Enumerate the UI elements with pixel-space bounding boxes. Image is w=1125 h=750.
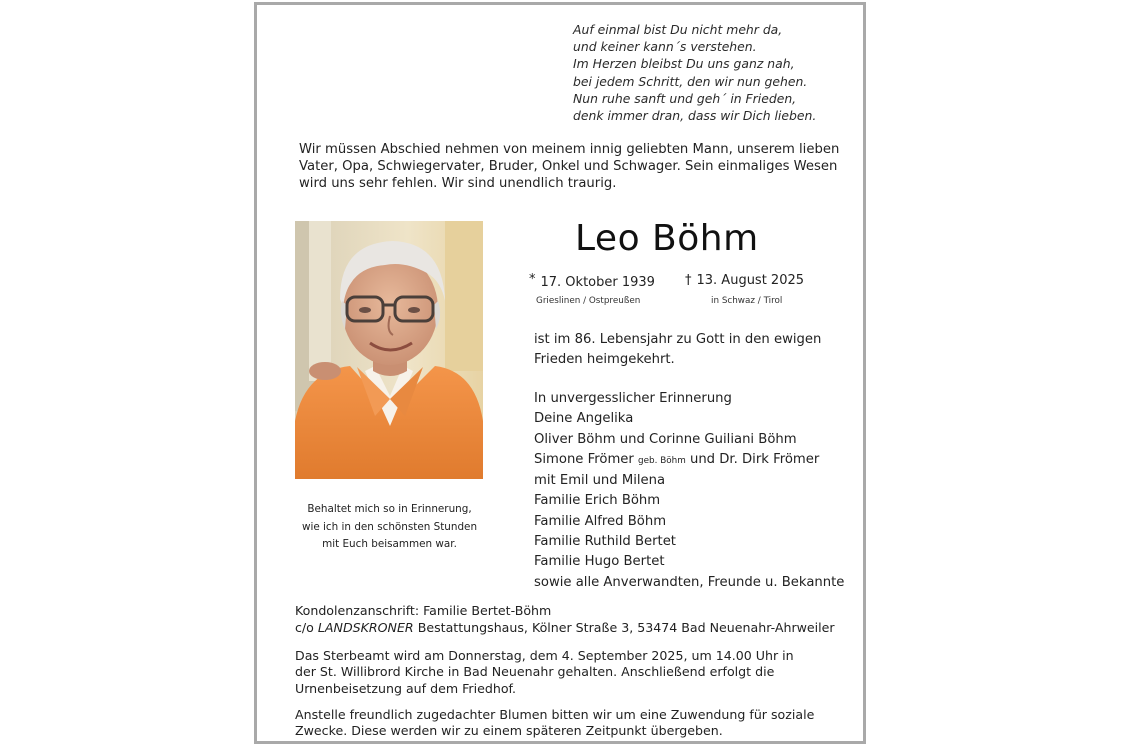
death-date-line xyxy=(685,273,804,289)
poem xyxy=(573,21,853,124)
statement xyxy=(534,330,864,370)
poem-line: bei jedem Schritt, den wir nun gehen. xyxy=(573,73,808,89)
mourners-heading: In unvergesslicher Erinnerung xyxy=(534,391,732,406)
poem-line: und keiner kann´s verstehen. xyxy=(573,39,757,55)
poem-line: Nun ruhe sanft und geh´ in Frieden, xyxy=(573,90,797,106)
company-address: Bestattungshaus, Kölner Straße 3, 53474 Bad Neuenahr-Ahrweiler xyxy=(413,620,835,635)
condolence-address xyxy=(295,602,855,636)
requiem-line: Urnenbeisetzung auf dem Friedhof. xyxy=(295,680,517,696)
statement-line: Frieden heimgekehrt. xyxy=(534,352,675,368)
mourners-list xyxy=(534,389,864,593)
intro-line: Wir müssen Abschied nehmen von meinem innig geliebten Mann, unserem lieben xyxy=(299,142,840,157)
statement-line: ist im 86. Lebensjahr zu Gott in den ewigen xyxy=(534,332,822,347)
mourner-line: sowie alle Anverwandten, Freunde u. Bekannte xyxy=(534,574,845,590)
death-place: in Schwaz / Tirol xyxy=(711,296,783,306)
mourner-line: mit Emil und Milena xyxy=(534,473,666,489)
obituary-notice xyxy=(254,2,866,744)
caption-line: wie ich in den schönsten Stunden xyxy=(301,520,478,533)
requiem-line: Das Sterbeamt wird am Donnerstag, dem 4. September 2025, um 14.00 Uhr in xyxy=(295,648,794,663)
intro-line: wird uns sehr fehlen. Wir sind unendlich traurig. xyxy=(299,176,617,191)
birth-date-line xyxy=(529,272,655,291)
photo-caption xyxy=(287,501,492,554)
donation-paragraph xyxy=(295,707,855,740)
donation-line: Anstelle freundlich zugedachter Blumen bitten wir um eine Zuwendung für soziale xyxy=(295,707,815,722)
company-name: LANDSKRONER xyxy=(317,620,414,635)
condolence-line: Kondolenzanschrift: Familie Bertet-Böhm xyxy=(295,603,552,618)
requiem-paragraph xyxy=(295,648,855,697)
intro-line: Vater, Opa, Schwiegervater, Bruder, Onkel und Schwager. Sein einmaliges Wesen xyxy=(299,159,838,174)
birth-date: 17. Oktober 1939 xyxy=(540,275,655,290)
portrait-photo xyxy=(295,221,483,479)
deceased-name: Leo Böhm xyxy=(575,218,759,259)
mourner-line: Deine Angelika xyxy=(534,411,634,427)
poem-line: denk immer dran, dass wir Dich lieben. xyxy=(573,108,817,124)
birth-place: Grieslinen / Ostpreußen xyxy=(536,296,641,306)
intro-paragraph xyxy=(299,141,839,192)
requiem-line: der St. Willibrord Kirche in Bad Neuenahr gehalten. Anschließend erfolgt die xyxy=(295,664,775,680)
mourner-line: Oliver Böhm und Corinne Guiliani Böhm xyxy=(534,431,797,447)
poem-line: Auf einmal bist Du nicht mehr da, xyxy=(573,22,783,37)
mourner-line xyxy=(534,450,864,471)
mourner-line: Familie Ruthild Bertet xyxy=(534,534,676,550)
maiden-name: geb. Böhm xyxy=(638,455,686,466)
mourner-name: Simone Frömer xyxy=(534,451,634,467)
mourner-spouse: und Dr. Dirk Frömer xyxy=(689,451,820,467)
birth-star-icon: * xyxy=(529,272,536,287)
mourner-line: Familie Alfred Böhm xyxy=(534,513,667,529)
caption-line: mit Euch beisammen war. xyxy=(322,538,457,550)
care-of: c/o xyxy=(295,620,318,635)
mourner-line: Familie Hugo Bertet xyxy=(534,554,665,570)
donation-line: Zwecke. Diese werden wir zu einem späteren Zeitpunkt übergeben. xyxy=(295,723,723,739)
caption-line: Behaltet mich so in Erinnerung, xyxy=(307,503,472,515)
mourner-line: Familie Erich Böhm xyxy=(534,493,661,509)
poem-line: Im Herzen bleibst Du uns ganz nah, xyxy=(573,56,795,72)
death-date: 13. August 2025 xyxy=(696,273,805,288)
cross-icon: † xyxy=(685,273,692,288)
condolence-address-line xyxy=(295,619,855,636)
